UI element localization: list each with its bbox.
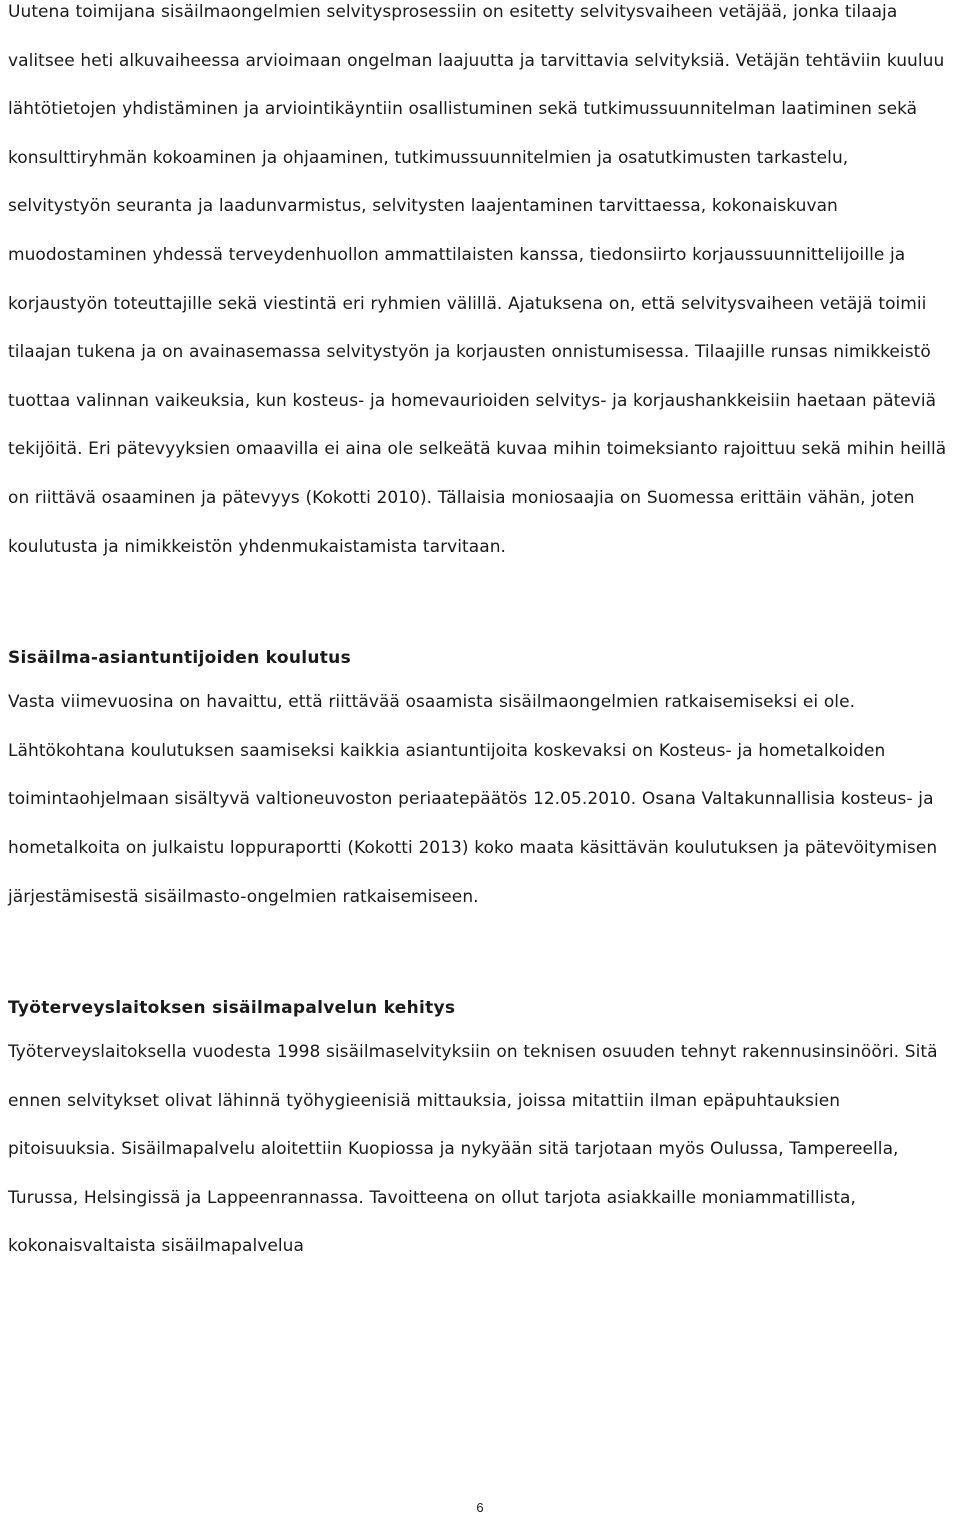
section-heading-training: Sisäilma-asiantuntijoiden koulutus	[8, 648, 351, 669]
document-page	[8, 0, 952, 1271]
section-heading-service-development: Työterveyslaitoksen sisäilmapalvelun kehitys	[8, 998, 456, 1019]
body-paragraph: Vasta viimevuosina on havaittu, että riittävää osaamista sisäilmaongelmien ratkaisemiseksi ei ole. Lähtökohtana koulutuksen saamiseksi kaikkia asiantuntijoita koskevaksi on Kosteus- ja hometalkoiden toimintaohjelmaan sisältyvä valtioneuvoston periaatepäätös 12.05.2010. Osana Valtakunnallisia kosteus- ja hometalkoita on julkaistu loppuraportti (Kokotti 2013) koko maata käsittävän koulutuksen ja pätevöitymisen järjestämisestä sisäilmasto-ongelmien ratkaisemiseen.	[8, 692, 938, 907]
page-number: 6	[476, 1500, 484, 1515]
body-paragraph: Uutena toimijana sisäilmaongelmien selvitysprosessiin on esitetty selvitysvaiheen vetäjää, jonka tilaaja valitsee heti alkuvaiheessa arvioimaan ongelman laajuutta ja tarvittavia selvityksiä. Vetäjän tehtäviin kuuluu lähtötietojen yhdistäminen ja arviointikäyntiin osallistuminen sekä tutkimussuunnitelman laatiminen sekä konsulttiryhmän kokoaminen ja ohjaaminen, tutkimussuunnitelmien ja osatutkimusten tarkastelu, selvitystyön seuranta ja laadunvarmistus, selvitysten laajentaminen tarvittaessa, kokonaiskuvan muodostaminen yhdessä terveydenhuollon ammattilaisten kanssa, tiedonsiirto korjaussuunnittelijoille ja korjaustyön toteuttajille sekä viestintä eri ryhmien välillä. Ajatuksena on, että selvitysvaiheen vetäjä toimii tilaajan tukena ja on avainasemassa selvitystyön ja korjausten onnistumisessa. Tilaajille runsas nimikkeistö tuottaa valinnan vaikeuksia, kun kosteus- ja homevaurioiden selvitys- ja korjaushankkeisiin haetaan päteviä tekijöitä. Eri pätevyyksien omaavilla ei aina ole selkeätä kuvaa mihin toimeksianto rajoittuu sekä mihin heillä on riittävä osaaminen ja pätevyys (Kokotti 2010). Tällaisia moniosaajia on Suomessa erittäin vähän, joten koulutusta ja nimikkeistön yhdenmukaistamista tarvitaan.	[8, 2, 947, 557]
body-paragraph: Työterveyslaitoksella vuodesta 1998 sisäilmaselvityksiin on teknisen osuuden tehnyt rakennusinsinööri. Sitä ennen selvitykset olivat lähinnä työhygieenisiä mittauksia, joissa mitattiin ilman epäpuhtauksien pitoisuuksia. Sisäilmapalvelu aloitettiin Kuopiossa ja nykyään sitä tarjotaan myös Oulussa, Tampereella, Turussa, Helsingissä ja Lappeenrannassa. Tavoitteena on ollut tarjota asiakkaille moniammatillista, kokonaisvaltaista sisäilmapalvelua	[8, 1042, 938, 1257]
